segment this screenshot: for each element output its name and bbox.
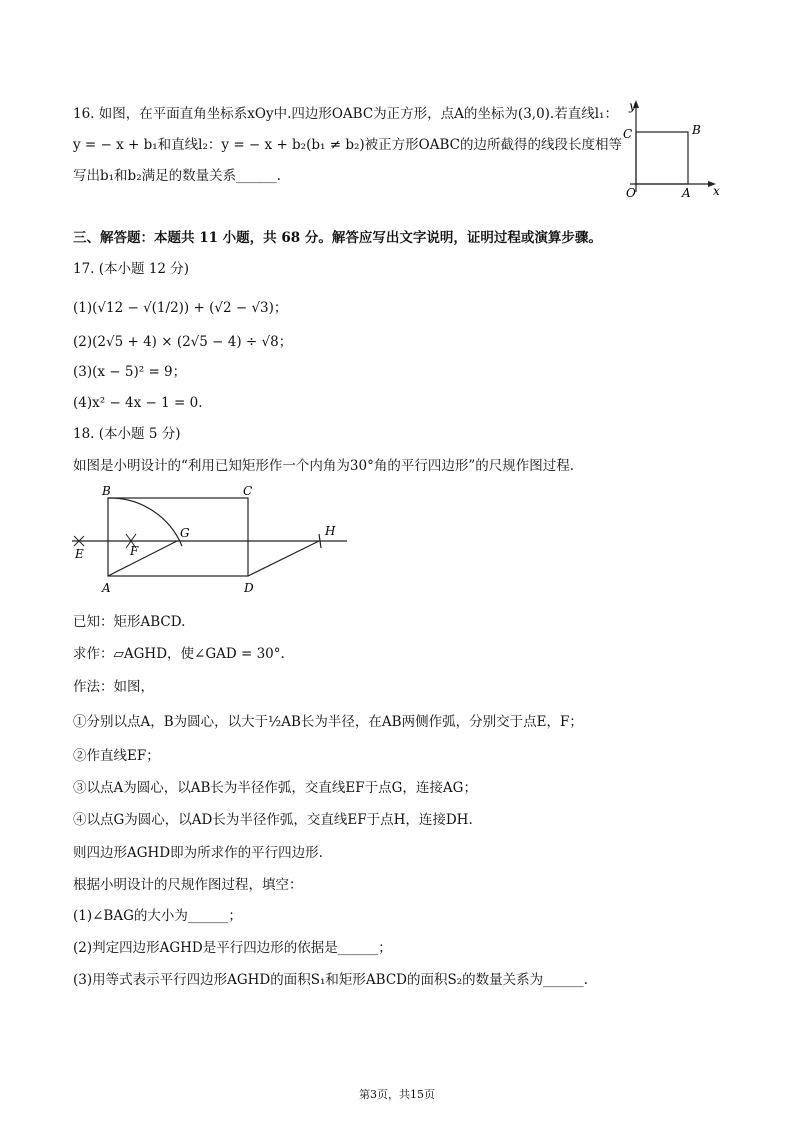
q17-part-2: (2)(2√5 + 4) × (2√5 − 4) ÷ √8； <box>73 334 293 350</box>
q16-line-1: 16. 如图，在平面直角坐标系xOy中.四边形OABC为正方形，点A的坐标为(3,0).若直线l₁： <box>73 106 618 122</box>
fig16-label-c: C <box>623 127 633 141</box>
q18-method: 作法：如图， <box>73 679 154 695</box>
fig16-label-a: A <box>682 186 691 200</box>
section-3-title: 三、解答题：本题共 11 小题，共 68 分。解答应写出文字说明，证明过程或演算步骤。 <box>73 230 602 246</box>
fig18-label-d: D <box>244 581 254 595</box>
q18-sub-2: (2)判定四边形AGHD是平行四边形的依据是______； <box>73 940 392 956</box>
q18-step-4: ④以点G为圆心，以AD长为半径作弧，交直线EF于点H，连接DH. <box>73 812 473 828</box>
q18-intro: 如图是小明设计的“利用已知矩形作一个内角为30°角的平行四边形”的尺规作图过程. <box>73 458 575 474</box>
q18-sub-1: (1)∠BAG的大小为______； <box>73 908 242 924</box>
fig16-label-x: x <box>713 184 720 198</box>
q18-sub-3: (3)用等式表示平行四边形AGHD的面积S₁和矩形ABCD的面积S₂的数量关系为______. <box>73 972 588 988</box>
page-footer: 第3页，共15页 <box>359 1088 435 1101</box>
fig18-label-e: E <box>75 547 84 561</box>
q16-line-2: y = − x + b₁和直线l₂：y = − x + b₂(b₁ ≠ b₂)被正方形OABC的边所截得的线段长度相等 <box>73 137 622 153</box>
fig18-label-h: H <box>325 524 336 538</box>
q17-part-3: (3)(x − 5)² = 9； <box>73 364 187 380</box>
q18-step-1: ①分别以点A，B为圆心，以大于½AB长为半径，在AB两侧作弧，分别交于点E，F； <box>73 714 583 730</box>
fig18-label-b: B <box>102 484 111 498</box>
fig18-label-g: G <box>180 526 190 540</box>
q18-conclusion: 则四边形AGHD即为所求作的平行四边形. <box>73 845 323 861</box>
q17-part-1: (1)(√12 − √(1/2)) + (√2 − √3)； <box>73 300 288 316</box>
fig16-label-o: O <box>626 186 636 200</box>
fig18-label-c: C <box>243 484 253 498</box>
q16-coordinate-figure <box>610 98 740 208</box>
q18-construction-figure <box>70 484 360 604</box>
q18-ask: 求作：▱AGHD，使∠GAD = 30°. <box>73 646 285 662</box>
q18-fill-instruction: 根据小明设计的尺规作图过程，填空： <box>73 877 303 893</box>
q18-step-2: ②作直线EF； <box>73 748 160 764</box>
q18-step-3: ③以点A为圆心，以AB长为半径作弧，交直线EF于点G，连接AG； <box>73 780 477 796</box>
q18-header: 18. (本小题 5 分) <box>73 426 181 442</box>
q18-known: 已知：矩形ABCD. <box>73 614 186 630</box>
fig16-label-b: B <box>692 123 701 137</box>
q17-header: 17. (本小题 12 分) <box>73 261 190 277</box>
fig18-label-a: A <box>102 581 111 595</box>
fig16-label-y: y <box>629 99 636 113</box>
q17-part-4: (4)x² − 4x − 1 = 0. <box>73 395 203 411</box>
fig18-label-f: F <box>130 544 139 558</box>
q16-line-3: 写出b₁和b₂满足的数量关系______. <box>73 168 281 184</box>
